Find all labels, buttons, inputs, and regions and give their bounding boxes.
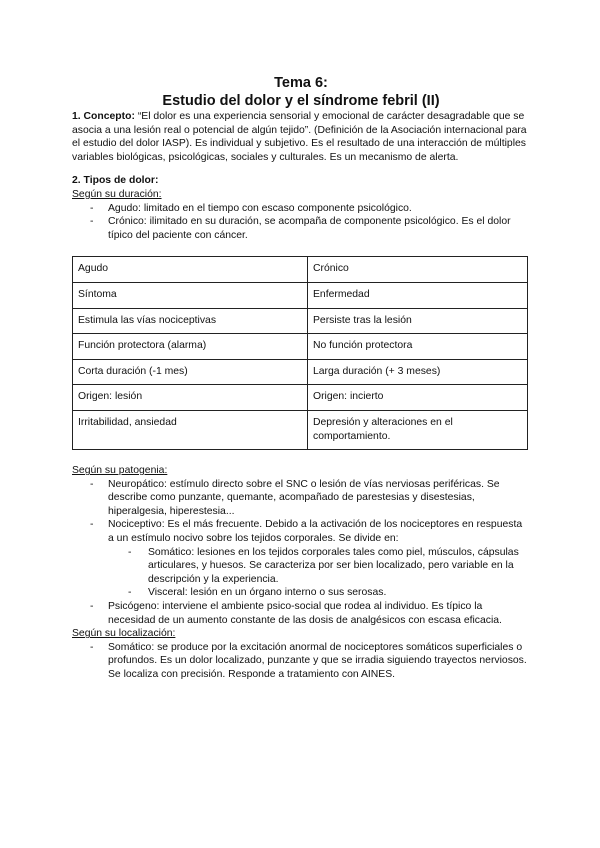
document-title — [72, 74, 530, 110]
duration-item-acute: - Agudo: limitado en el tiempo con escaso componente psicológico. — [90, 202, 530, 216]
concept-text: “El dolor es una experiencia sensorial y emocional de carácter desagradable que se asocia a una lesión real o potencial de algún tejido”. (Definición de la Asociación internacional para el estudio del dolor IASP). Es individual y subjetivo. Es el resultado de una interacción de múltiples variables biológicas, psicológicas, sociales y culturales. Es un mecanismo de alerta. — [72, 111, 527, 163]
location-heading: Según su localización: — [72, 628, 176, 640]
table-row — [73, 334, 528, 360]
concept-paragraph — [72, 110, 530, 164]
table-cell: Depresión y alteraciones en el comportamiento. — [308, 410, 528, 449]
table-cell: Corta duración (-1 mes) — [73, 359, 308, 385]
table-cell: Larga duración (+ 3 meses) — [308, 359, 528, 385]
document-page — [72, 74, 530, 682]
table-row — [73, 410, 528, 449]
spacer — [72, 164, 530, 174]
duration-heading: Según su duración: — [72, 188, 162, 200]
table-row — [73, 257, 528, 283]
types-heading: 2. Tipos de dolor: — [72, 175, 159, 187]
table-cell: Agudo — [73, 257, 308, 283]
table-row — [73, 282, 528, 308]
table-cell: Irritabilidad, ansiedad — [73, 410, 308, 449]
table-cell: Función protectora (alarma) — [73, 334, 308, 360]
table-cell: Síntoma — [73, 282, 308, 308]
location-list — [72, 641, 530, 682]
table-cell: Crónico — [308, 257, 528, 283]
pathogenesis-item-psychogenic: - Psicógeno: interviene el ambiente psico-social que rodea al individuo. Es típico la necesidad de un aumento constante de las dosis de analgésicos con escasa eficacia. — [90, 600, 530, 627]
acute-vs-chronic-table — [72, 256, 528, 450]
table-row — [73, 385, 528, 411]
nociceptive-sub-item-visceral: - Visceral: lesión en un órgano interno o sus serosas. — [128, 586, 530, 600]
title-line-1: Tema 6: — [274, 75, 328, 91]
nociceptive-sub-item-somatic: - Somático: lesiones en los tejidos corporales tales como piel, músculos, cápsulas articulares, y huesos. Se caracteriza por ser bien localizado, pero variable en la descripción y la experiencia. — [128, 546, 530, 587]
table-row — [73, 308, 528, 334]
table-cell: Estimula las vías nociceptivas — [73, 308, 308, 334]
table-cell: Origen: lesión — [73, 385, 308, 411]
title-line-2: Estudio del dolor y el síndrome febril (II) — [162, 93, 440, 109]
table-cell: Origen: incierto — [308, 385, 528, 411]
pathogenesis-list — [72, 478, 530, 628]
table-row — [73, 359, 528, 385]
table-cell: Enfermedad — [308, 282, 528, 308]
pathogenesis-heading: Según su patogenia: — [72, 465, 168, 477]
location-item-somatic: - Somático: se produce por la excitación anormal de nociceptores somáticos superficiales o profundos. Es un dolor localizado, punzante y que se irradia siguiendo trayectos nerviosos. Se localiza con precisión. Responde a tratamiento con AINES. — [90, 641, 530, 682]
duration-list — [72, 202, 530, 243]
concept-label: 1. Concepto: — [72, 111, 135, 122]
nociceptive-text: Nociceptivo: Es el más frecuente. Debido a la activación de los nociceptores en respuesta a un estímulo nocivo sobre los tejidos corporales. Se divide en: — [108, 519, 523, 545]
pathogenesis-item-neuropathic: - Neuropático: estímulo directo sobre el SNC o lesión de vías nerviosas periféricas. Se describe como punzante, quemante, acompañado de parestesias y disestesias, hiperalgesia, hiperestesia... — [90, 478, 530, 519]
duration-item-chronic: - Crónico: ilimitado en su duración, se acompaña de componente psicológico. Es el dolor típico del paciente con cáncer. — [90, 215, 530, 242]
nociceptive-sub-list — [108, 546, 530, 600]
table-cell: No función protectora — [308, 334, 528, 360]
pathogenesis-item-nociceptive — [90, 518, 530, 600]
table-cell: Persiste tras la lesión — [308, 308, 528, 334]
